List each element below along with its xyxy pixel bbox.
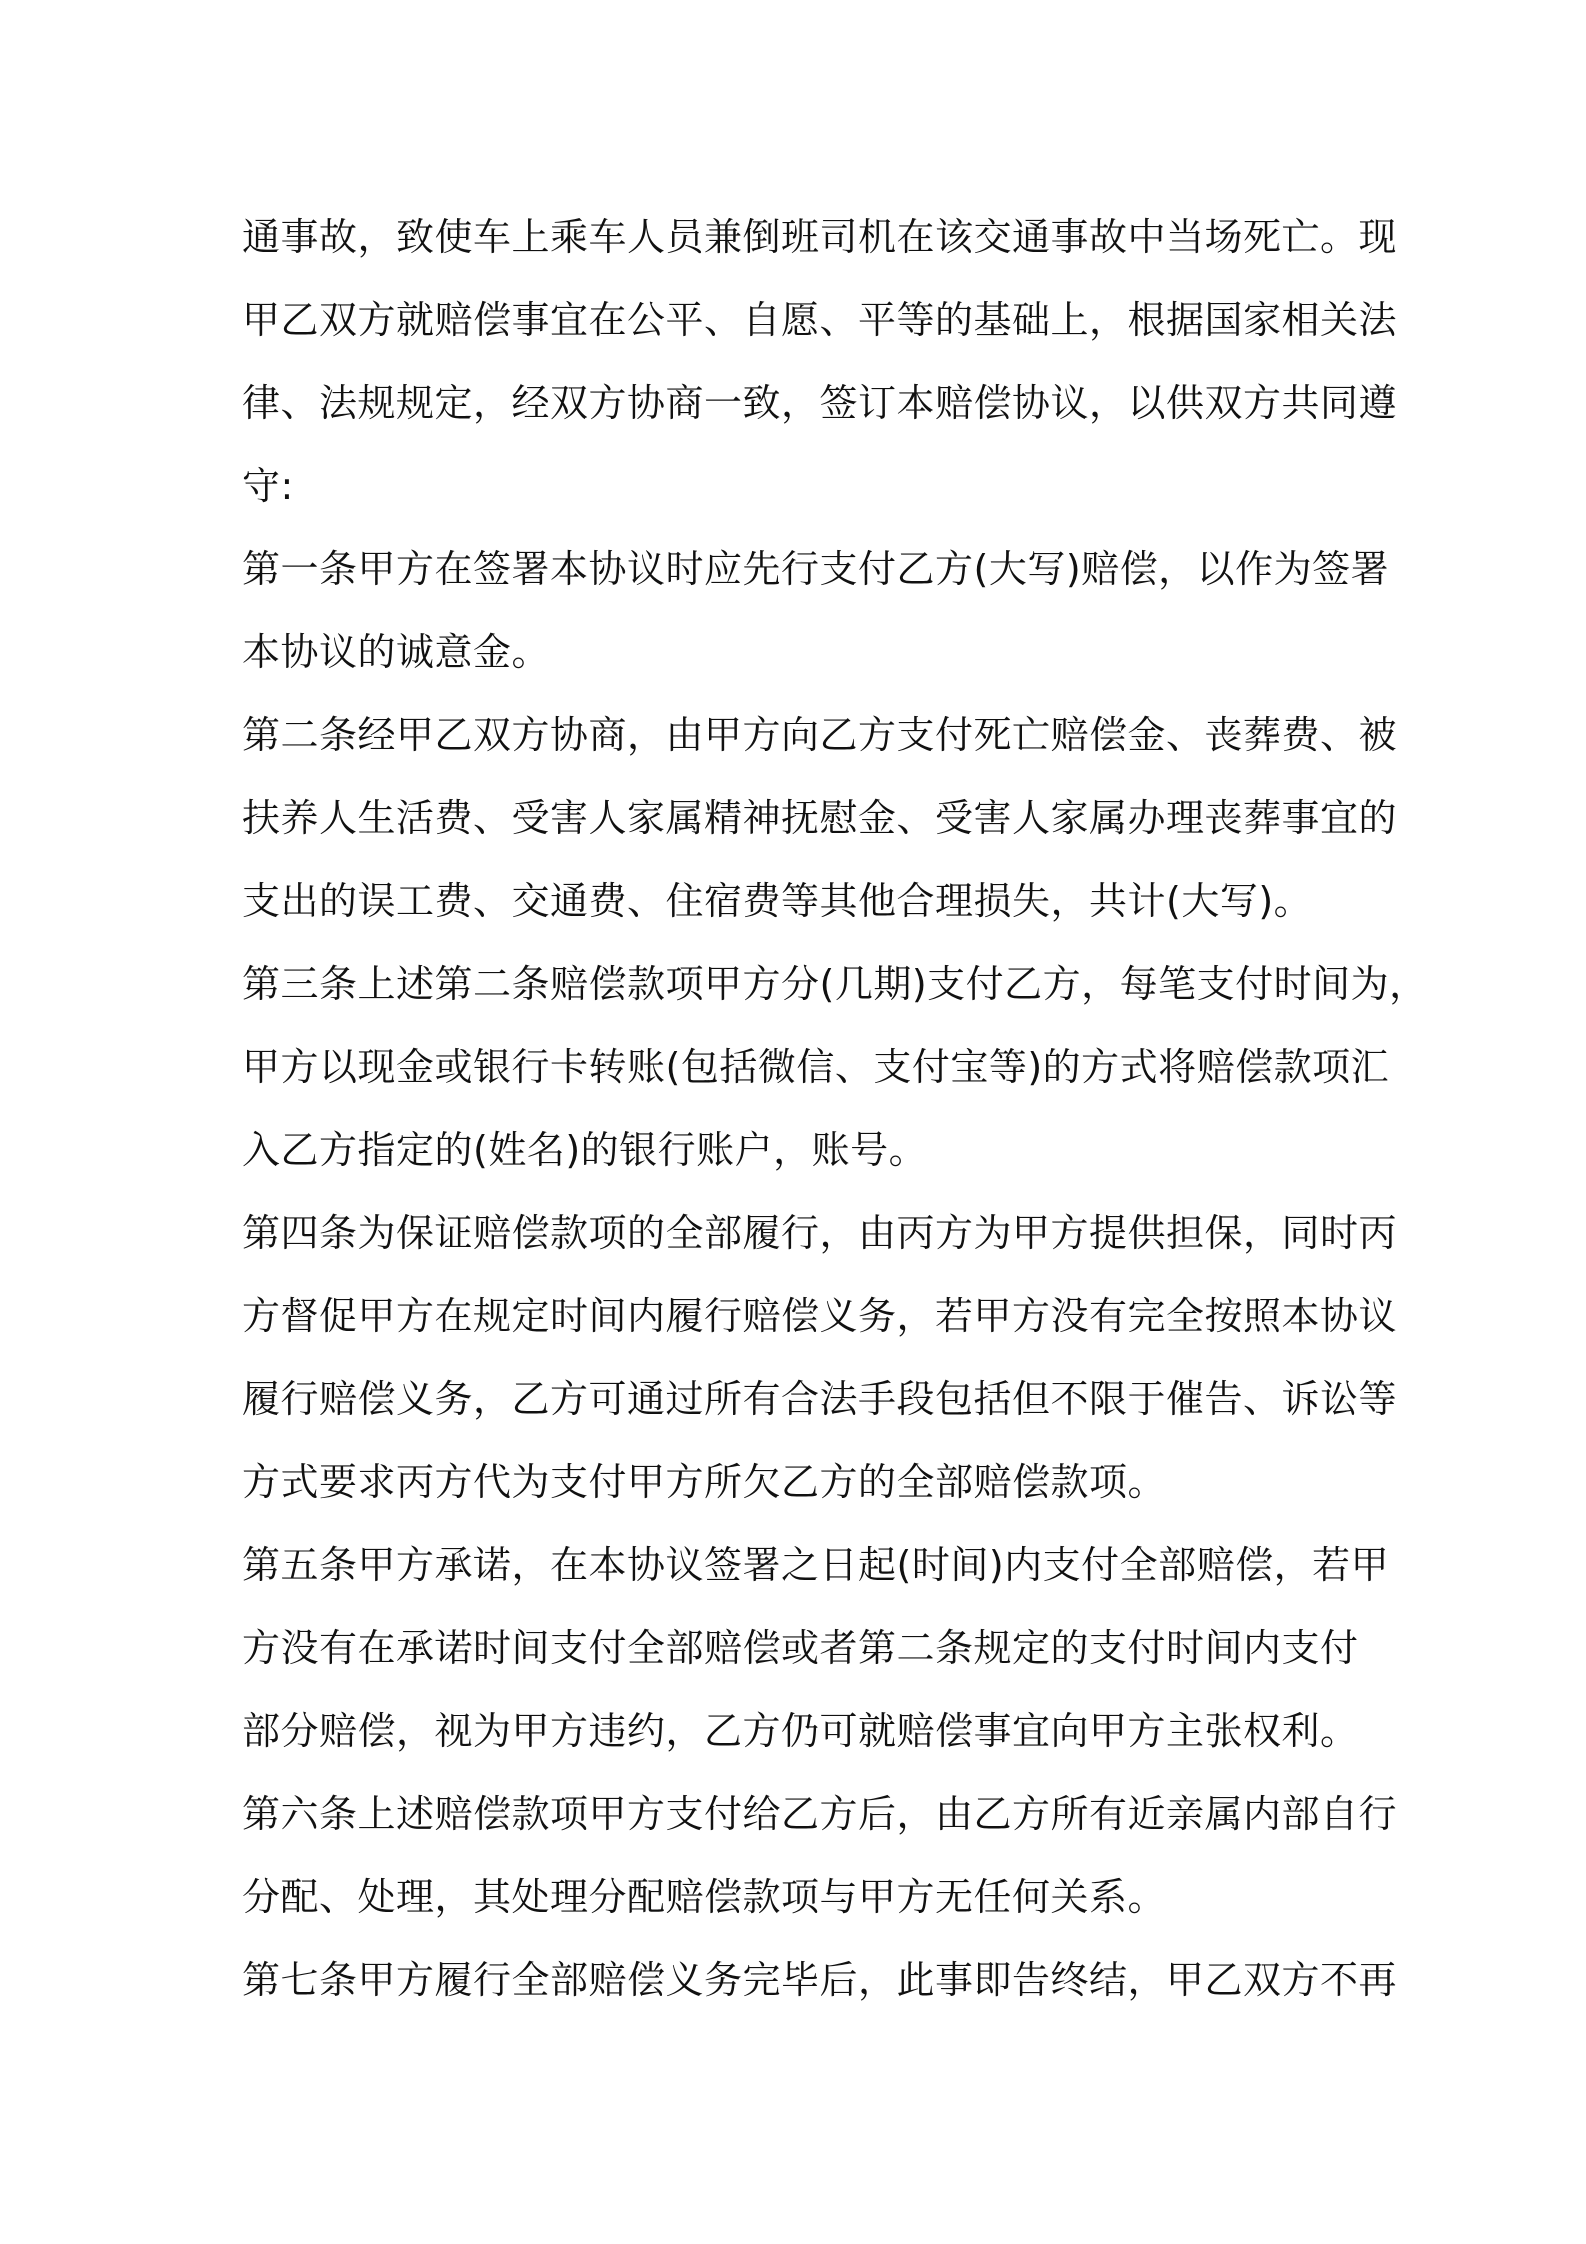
- document-body: [242, 196, 1428, 2022]
- article-4-line: 方督促甲方在规定时间内履行赔偿义务，若甲方没有完全按照本协议: [242, 1294, 1398, 1338]
- article-4-line: 第四条为保证赔偿款项的全部履行，由丙方为甲方提供担保，同时丙: [242, 1211, 1398, 1255]
- article-2-line: 支出的误工费、交通费、住宿费等其他合理损失，共计(大写)。: [242, 879, 1313, 923]
- text-line: 律、法规规定，经双方协商一致，签订本赔偿协议，以供双方共同遵: [242, 381, 1398, 425]
- text-line: 通事故，致使车上乘车人员兼倒班司机在该交通事故中当场死亡。现: [242, 215, 1398, 259]
- article-1-line: 第一条甲方在签署本协议时应先行支付乙方(大写)赔偿，以作为签署: [242, 547, 1390, 591]
- article-2-line: 扶养人生活费、受害人家属精神抚慰金、受害人家属办理丧葬事宜的: [242, 796, 1398, 840]
- article-5-line: 第五条甲方承诺，在本协议签署之日起(时间)内支付全部赔偿，若甲: [242, 1543, 1390, 1587]
- article-6-line: 第六条上述赔偿款项甲方支付给乙方后，由乙方所有近亲属内部自行: [242, 1792, 1398, 1836]
- article-7-line: 第七条甲方履行全部赔偿义务完毕后，此事即告终结，甲乙双方不再: [242, 1958, 1398, 2002]
- article-4-line: 履行赔偿义务，乙方可通过所有合法手段包括但不限于催告、诉讼等: [242, 1377, 1398, 1421]
- article-6-line: 分配、处理，其处理分配赔偿款项与甲方无任何关系。: [242, 1875, 1167, 1919]
- article-3-line: 第三条上述第二条赔偿款项甲方分(几期)支付乙方，每笔支付时间为，: [242, 962, 1428, 1006]
- article-1-line: 本协议的诚意金。: [242, 630, 551, 674]
- article-3-line: 甲方以现金或银行卡转账(包括微信、支付宝等)的方式将赔偿款项汇: [242, 1045, 1390, 1089]
- article-2-line: 第二条经甲乙双方协商，由甲方向乙方支付死亡赔偿金、丧葬费、被: [242, 713, 1398, 757]
- text-line: 守:: [242, 464, 294, 508]
- text-line: 甲乙双方就赔偿事宜在公平、自愿、平等的基础上，根据国家相关法: [242, 298, 1398, 342]
- article-4-line: 方式要求丙方代为支付甲方所欠乙方的全部赔偿款项。: [242, 1460, 1167, 1504]
- article-5-line: 方没有在承诺时间支付全部赔偿或者第二条规定的支付时间内支付: [242, 1626, 1359, 1670]
- article-5-line: 部分赔偿，视为甲方违约，乙方仍可就赔偿事宜向甲方主张权利。: [242, 1709, 1359, 1753]
- article-3-line: 入乙方指定的(姓名)的银行账户，账号。: [242, 1128, 928, 1172]
